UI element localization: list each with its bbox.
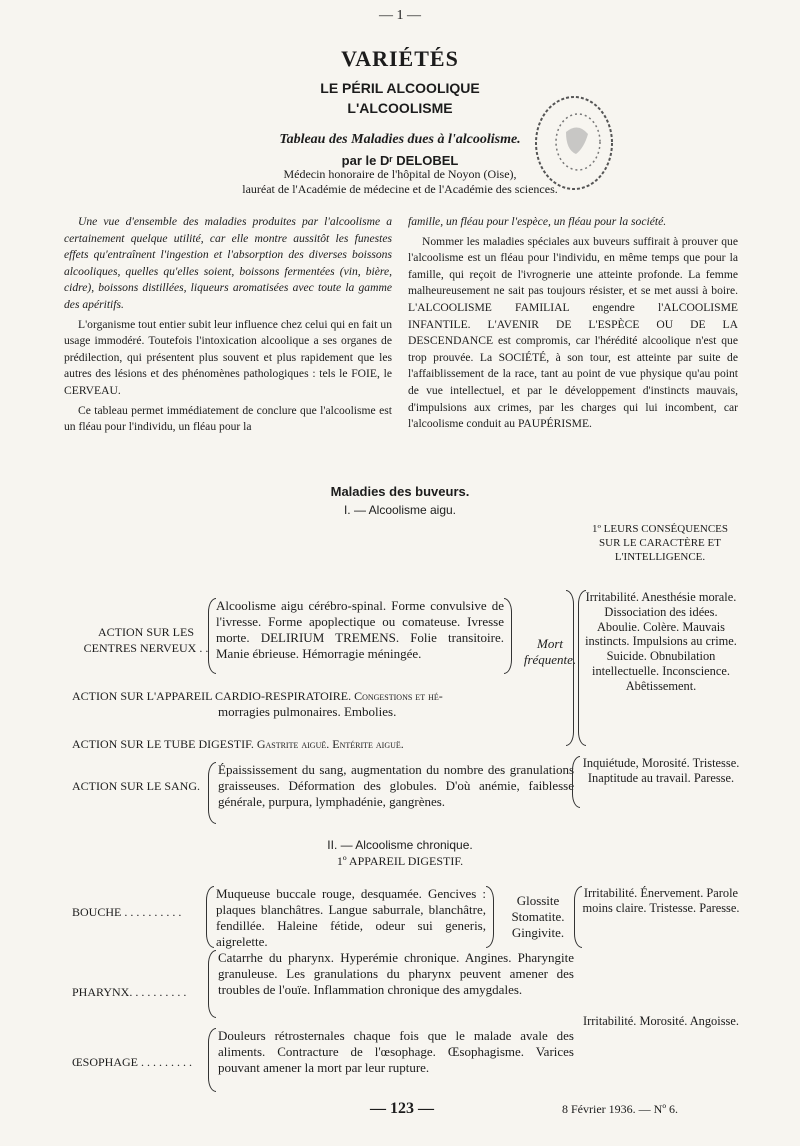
- row-label-cardio: ACTION SUR L'APPAREIL CARDIO-RESPIRATOIRE. Congestions et hé-: [72, 689, 443, 703]
- row-consequences-bouche: Irritabilité. Énervement. Parole moins claire. Tristesse. Paresse.: [582, 886, 740, 915]
- row-label-pharynx: PHARYNX. . . . . . . . . .: [72, 985, 187, 999]
- row-label-digestif: ACTION SUR LE TUBE DIGESTIF. Gastrite aiguë. Entérite aiguë.: [72, 737, 404, 751]
- row-text-sang: Épaississement du sang, augmentation du nombre des granulations graisseuses. Déformation des globules. D'où anémie, faiblesse générale, purpura, lymphadénie, gangrènes.: [218, 762, 574, 809]
- left-brace: [206, 886, 214, 948]
- right-brace: [566, 590, 574, 746]
- folio-top: — 1 —: [379, 8, 421, 23]
- left-brace: [208, 1028, 216, 1092]
- section-heading-acute: I. — Alcoolisme aigu.: [343, 503, 457, 517]
- intro-paragraph: Ce tableau permet immédiatement de conclure que l'alcoolisme est un fléau pour l'individu, un fléau pour la: [64, 403, 392, 434]
- author-line: par le Dʳ DELOBEL: [341, 153, 459, 168]
- subsection-appareil-digestif: 1º APPAREIL DIGESTIF.: [336, 854, 464, 868]
- subtitle-alcoolisme: L'ALCOOLISME: [347, 100, 453, 116]
- right-brace: [486, 886, 494, 948]
- row-text-pharynx: Catarrhe du pharynx. Hyperémie chronique. Angines. Pharyngite granuleuse. Les granulations du pharynx peuvent amener des troubles de l'ouïe. Inflammation chronique des amygdales.: [218, 950, 574, 997]
- row-text-centres-nerveux: Alcoolisme aigu cérébro-spinal. Forme convulsive de l'ivresse. Forme apoplectique ou comateuse. Ivresse morte. DELIRIUM TREMENS. Folie transitoire. Manie ébrieuse. Hémorragie méningée.: [216, 598, 504, 661]
- subtitle-peril: LE PÉRIL ALCOOLIQUE: [320, 80, 480, 96]
- mort-frequente-note: Mort fréquente.: [523, 636, 577, 667]
- author-affiliation-1: Médecin honoraire de l'hôpital de Noyon (Oise),: [283, 167, 517, 181]
- issue-date: 8 Février 1936. — Nº 6.: [562, 1102, 679, 1116]
- intro-column-left: [64, 214, 392, 439]
- row-consequences-centres: Irritabilité. Anesthésie morale. Dissociation des idées. Aboulie. Colère. Mauvais instincts. Impulsions au crime. Suicide. Obnubilation intellectuelle. Inconscience. Abêtissement.: [585, 590, 737, 693]
- left-brace: [208, 762, 216, 824]
- row-label-bouche: BOUCHE . . . . . . . . . .: [72, 905, 182, 919]
- section-heading-chronic: II. — Alcoolisme chronique.: [327, 838, 473, 852]
- row-label-oesophage: ŒSOPHAGE . . . . . . . . .: [72, 1055, 193, 1069]
- consequences-column-header: 1º LEURS CONSÉQUENCES SUR LE CARACTÈRE ET L'INTELLIGENCE.: [591, 523, 729, 563]
- intro-column-right: [408, 214, 738, 436]
- glossite-note: Glossite Stomatite. Gingivite.: [511, 893, 565, 940]
- table-title: Maladies des buveurs.: [330, 484, 470, 499]
- intro-paragraph: L'organisme tout entier subit leur influence chez celui qui en fait un usage immodéré. Toutefois l'intoxication alcoolique a ses organes de prédilection, qui présentent plus souvent et plus rapidement que les autres des lésions et des phénomènes pathologiques : tels le FOIE, le CERVEAU.: [64, 317, 392, 397]
- left-brace: [572, 756, 580, 808]
- left-brace: [208, 598, 216, 674]
- row-text-oesophage: Douleurs rétrosternales chaque fois que le malade avale des aliments. Contracture de l'œsophage. Œsophagisme. Varices pouvant amener la mort par leur rupture.: [218, 1028, 574, 1075]
- row-consequences-sang: Inquiétude, Morosité. Tristesse. Inaptitude au travail. Paresse.: [582, 756, 740, 785]
- intro-paragraph: Nommer les maladies spéciales aux buveurs suffirait à prouver que l'alcoolisme est un fléau pour l'individu, en même temps que pour la famille, qui reçoit de l'ivrognerie une atteinte profonde. La femme malheureusement ne sait pas toujours résister, et se met aussi à boire. L'ALCOOLISME FAMILIAL engendre l'ALCOOLISME INFANTILE. L'AVENIR DE L'ESPÈCE OU DE LA DESCENDANCE est compromis, car l'hérédité alcoolique n'est que trop prouvée. La SOCIÉTÉ, à son tour, est atteinte par suite de l'affaiblissement de la race, tant au point de vue physique qu'au point de vue intellectuel, et par le développement d'instincts mauvais, d'impulsions aux crimes, par les charges qui lui incombent, car l'alcoolisme conduit au PAUPÉRISME.: [408, 234, 738, 431]
- row-label-centres-nerveux: ACTION SUR LES CENTRES NERVEUX . .: [83, 625, 209, 655]
- left-brace: [208, 950, 216, 1018]
- row-text-bouche: Muqueuse buccale rouge, desquamée. Gencives : plaques blanchâtres. Langue saburrale, blanchâtre, fendillée. Haleine fétide, odeur sui generis, aigrelette.: [216, 886, 486, 949]
- intro-paragraph: famille, un fléau pour l'espèce, un fléau pour la société.: [408, 215, 667, 228]
- page-number: — 123 —: [370, 1100, 434, 1117]
- right-brace: [504, 598, 512, 674]
- article-title: Tableau des Maladies dues à l'alcoolisme.: [279, 132, 521, 147]
- section-title: VARIÉTÉS: [341, 46, 459, 71]
- row-text-cardio: morragies pulmonaires. Embolies.: [218, 704, 397, 719]
- row-label-sang: ACTION SUR LE SANG.: [72, 779, 201, 793]
- left-brace: [574, 886, 582, 948]
- row-consequences-pharynx: Irritabilité. Morosité. Angoisse.: [583, 1014, 739, 1028]
- library-stamp-icon: [528, 92, 620, 194]
- author-affiliation-2: lauréat de l'Académie de médecine et de l'Académie des sciences.: [242, 182, 558, 196]
- intro-paragraph: Une vue d'ensemble des maladies produites par l'alcoolisme a certainement quelque utilité, car elle montre aussitôt les funestes effets qu'entraînent l'ingestion et l'absorption des diverses boissons alcooliques, quelles qu'elles soient, boissons fermentées (vin, bière, cidre), boissons distillées, liqueurs aromatisées avec toute la gamme des apéritifs.: [64, 215, 392, 311]
